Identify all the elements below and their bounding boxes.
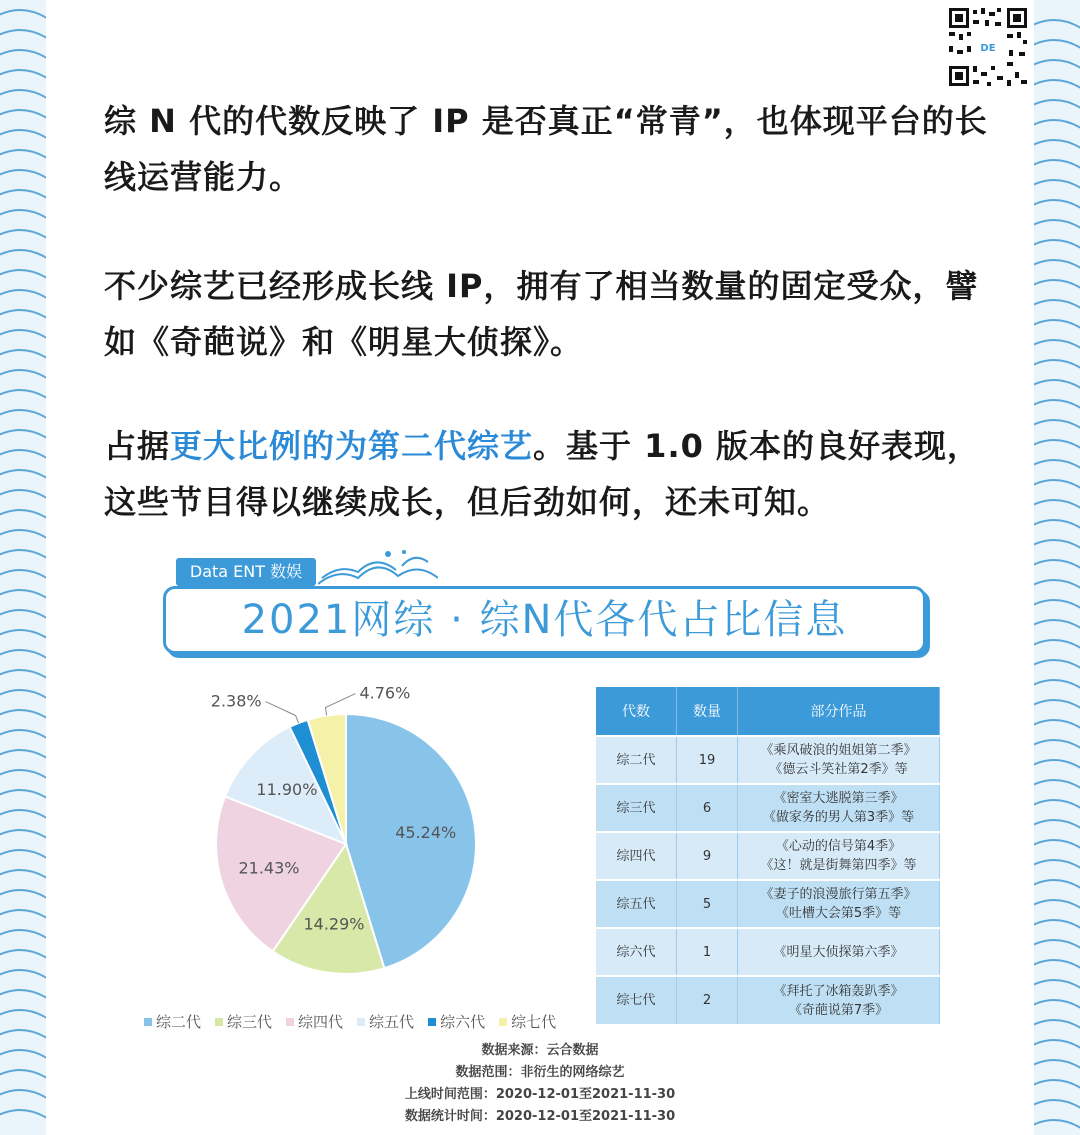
pie-data-label: 11.90%: [256, 780, 318, 800]
table-cell-generation: 综六代: [596, 928, 677, 976]
pie-leader-line: [266, 702, 299, 723]
table-cell-works: [738, 928, 940, 976]
table-cell-works: [738, 832, 940, 880]
pie-chart: [180, 670, 600, 1010]
legend-item: [499, 1011, 556, 1032]
paragraph-1: 综 N 代的代数反映了 IP 是否真正“常青”，也体现平台的长线运营能力。: [104, 102, 988, 196]
table-cell-count: 2: [677, 976, 738, 1024]
table-cell-count: 5: [677, 880, 738, 928]
table-cell-count: 9: [677, 832, 738, 880]
legend-swatch: [428, 1018, 436, 1026]
paragraph-3-highlight: 更大比例的为第二代综艺: [170, 427, 534, 465]
legend-label: 综四代: [298, 1013, 344, 1031]
source-notes: [380, 1040, 700, 1128]
paragraph-2: 不少综艺已经形成长线 IP，拥有了相当数量的固定受众，譬如《奇葩说》和《明星大侦探》。: [104, 267, 979, 361]
works-line-2: 《奇葩说第7季》: [788, 1002, 889, 1018]
table-row: [596, 880, 940, 928]
legend-item: [215, 1011, 272, 1032]
pie-data-label: 4.76%: [359, 683, 411, 703]
works-line-2: 《吐槽大会第5季》等: [775, 906, 902, 921]
works-line-1: 《心动的信号第4季》: [775, 839, 902, 854]
table-cell-generation: 综七代: [596, 976, 677, 1024]
table-row: [596, 736, 940, 784]
works-line-1: 《妻子的浪漫旅行第五季》: [760, 887, 917, 902]
table-cell-generation: 综二代: [596, 736, 677, 784]
legend-swatch: [499, 1018, 507, 1026]
pie-data-label: 45.24%: [395, 822, 457, 842]
works-line-2: 《德云斗笑社第2季》等: [769, 762, 908, 777]
legend-label: 综三代: [227, 1013, 273, 1031]
works-line-2: 《做家务的男人第3季》等: [762, 810, 915, 825]
stat-period-line: 数据统计时间：2020-12-01至2021-11-30: [404, 1109, 676, 1124]
decorative-wave-border-right: [1034, 0, 1080, 1135]
pie-leader-line: [325, 694, 355, 716]
source-line: 数据来源：云合数据: [481, 1043, 599, 1058]
pie-data-label: 21.43%: [238, 858, 300, 878]
pie-data-label: 2.38%: [210, 691, 262, 711]
table-cell-works: [738, 784, 940, 832]
paragraph-3: [104, 418, 994, 530]
paragraph-3-prefix: 占据: [104, 427, 171, 465]
table-row: [596, 784, 940, 832]
legend-label: 综五代: [369, 1013, 415, 1031]
legend-item: [286, 1011, 343, 1032]
works-line-2: 《这！就是街舞第四季》等: [760, 858, 917, 873]
table-cell-works: [738, 976, 940, 1024]
paragraph-3-suffix: 。基于 1.0 版本的良好表现，这些节目得以继续成长，但后劲如何，还未可知。: [104, 427, 981, 521]
table-cell-generation: 综四代: [596, 832, 677, 880]
launch-period-line: 上线时间范围：2020-12-01至2021-11-30: [404, 1087, 676, 1102]
decorative-wave-border-left: [0, 0, 46, 1135]
table-header-generation: 代数: [596, 687, 677, 736]
legend-swatch: [286, 1018, 294, 1026]
infographic-title-box: [163, 586, 926, 654]
table-cell-generation: 综五代: [596, 880, 677, 928]
works-line-1: 《明星大侦探第六季》: [773, 944, 904, 960]
qr-code-icon: [947, 6, 1029, 88]
svg-text:DE: DE: [980, 43, 996, 54]
works-line-1: 《乘风破浪的姐姐第二季》: [760, 743, 917, 758]
legend-item: [144, 1011, 201, 1032]
works-line-1: 《拜托了冰箱轰趴季》: [773, 983, 904, 999]
table-cell-works: [738, 736, 940, 784]
table-cell-works: [738, 880, 940, 928]
legend-swatch: [144, 1018, 152, 1026]
brand-tag: Data ENT 数娱: [176, 558, 316, 586]
table-cell-count: 6: [677, 784, 738, 832]
table-header-row: [596, 687, 940, 736]
legend-label: 综六代: [440, 1013, 486, 1031]
table-cell-generation: 综三代: [596, 784, 677, 832]
table-header-works: 部分作品: [738, 687, 940, 736]
table-cell-count: 19: [677, 736, 738, 784]
range-line: 数据范围：非衍生的网络综艺: [455, 1065, 625, 1080]
table-header-count: 数量: [677, 687, 738, 736]
chart-legend: [144, 1011, 556, 1032]
legend-label: 综二代: [156, 1013, 202, 1031]
infographic-title: 2021网综 · 综N代各代占比信息: [241, 597, 848, 643]
table-row: [596, 976, 940, 1024]
legend-item: [357, 1011, 414, 1032]
legend-swatch: [357, 1018, 365, 1026]
works-line-1: 《密室大逃脱第三季》: [773, 791, 904, 806]
legend-label: 综七代: [511, 1013, 557, 1031]
wave-decoration-icon: [318, 548, 438, 588]
pie-data-label: 14.29%: [303, 914, 365, 934]
legend-item: [428, 1011, 485, 1032]
table-cell-count: 1: [677, 928, 738, 976]
works-table: [596, 687, 940, 1024]
table-row: [596, 832, 940, 880]
table-row: [596, 928, 940, 976]
legend-swatch: [215, 1018, 223, 1026]
